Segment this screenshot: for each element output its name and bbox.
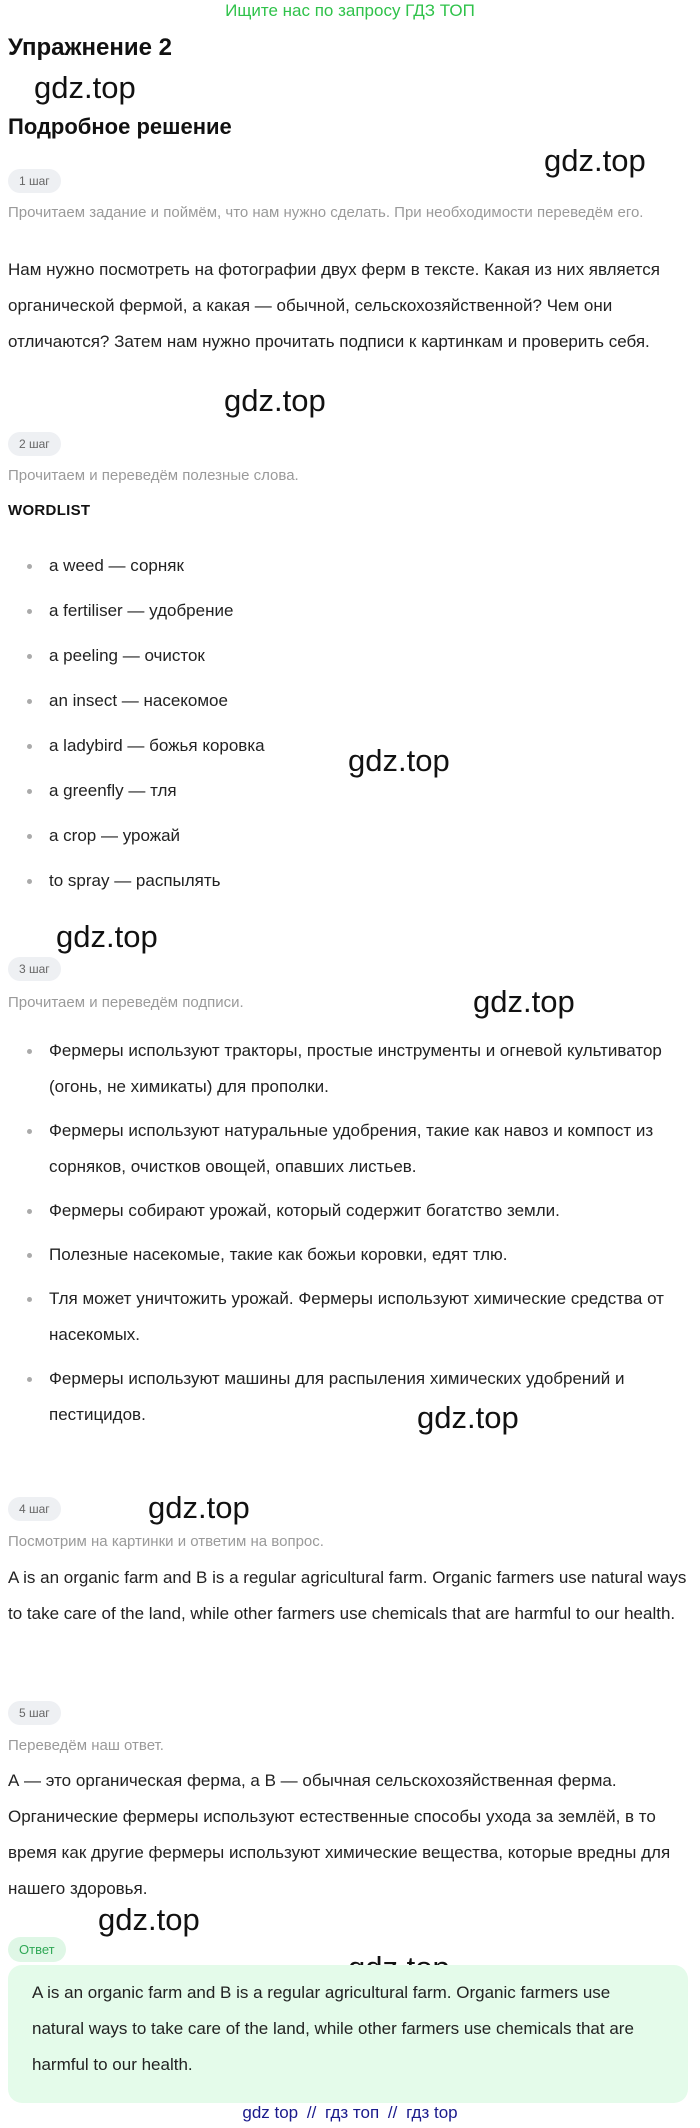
section-title: Подробное решение <box>8 114 232 139</box>
page-title: Упражнение 2 <box>8 34 172 61</box>
step-text: A is an organic farm and B is a regular agricultural farm. Organic farmers use natural ways to take care of the land, while other farmers use chemicals that are harmful to our health. <box>8 1568 687 1623</box>
list-item: a ladybird — божья коровка <box>8 735 688 780</box>
list-item: Тля может уничтожить урожай. Фермеры используют химические средства от насекомых. <box>8 1281 688 1353</box>
wordlist <box>8 555 688 915</box>
list-item: to spray — распылять <box>8 870 688 915</box>
step-text: Нам нужно посмотреть на фотографии двух ферм в тексте. Какая из них является органической фермой, а какая — обычной, сельскохозяйственной? Чем они отличаются? Затем нам нужно прочитать подписи к картинкам и проверить себя. <box>8 260 660 351</box>
footer-link-gdz-top[interactable]: gdz top <box>242 2103 299 2122</box>
step-hint: Прочитаем и переведём полезные слова. <box>8 467 299 484</box>
list-item: a weed — сорняк <box>8 555 688 600</box>
watermark: gdz.top <box>348 743 450 778</box>
step-hint: Переведём наш ответ. <box>8 1737 164 1754</box>
step-badge: 2 шаг <box>8 432 61 456</box>
watermark: gdz.top <box>544 143 646 178</box>
footer-link-gdz-top-ru[interactable]: гдз топ <box>325 2103 380 2122</box>
footer <box>0 2103 700 2123</box>
step-badge: 3 шаг <box>8 957 61 981</box>
step-hint: Прочитаем и переведём подписи. <box>8 994 244 1011</box>
watermark: gdz.top <box>56 919 158 954</box>
list-item: a greenfly — тля <box>8 780 688 825</box>
wordlist-title: WORDLIST <box>8 502 91 519</box>
list-item: Фермеры собирают урожай, который содержит богатство земли. <box>8 1193 688 1229</box>
watermark: gdz.top <box>224 383 326 418</box>
answer-badge: Ответ <box>8 1937 66 1962</box>
step-hint: Прочитаем задание и поймём, что нам нужно сделать. При необходимости переведём его. <box>8 204 644 221</box>
step-badge: 5 шаг <box>8 1701 61 1725</box>
watermark: gdz.top <box>98 1902 200 1937</box>
list-item: Фермеры используют тракторы, простые инструменты и огневой культиватор (огонь, не химикаты) для прополки. <box>8 1033 688 1105</box>
answer-box <box>8 1965 688 2103</box>
step-badge: 1 шаг <box>8 169 61 193</box>
footer-separator: // <box>387 2103 398 2122</box>
list-item: Фермеры используют натуральные удобрения, такие как навоз и компост из сорняков, очистков овощей, опавших листьев. <box>8 1113 688 1185</box>
step-badge: 4 шаг <box>8 1497 61 1521</box>
list-item: a peeling — очисток <box>8 645 688 690</box>
footer-link-gdz-top-mixed[interactable]: гдз top <box>406 2103 458 2122</box>
list-item: a fertiliser — удобрение <box>8 600 688 645</box>
top-banner[interactable]: Ищите нас по запросу ГДЗ ТОП <box>225 1 475 20</box>
answer-text: A is an organic farm and B is a regular agricultural farm. Organic farmers use natural ways to take care of the land, while other farmers use chemicals that are harmful to our health. <box>32 1983 634 2074</box>
list-item: Фермеры используют машины для распыления химических удобрений и пестицидов. <box>8 1361 688 1433</box>
list-item: Полезные насекомые, такие как божьи коровки, едят тлю. <box>8 1237 688 1273</box>
footer-separator: // <box>306 2103 317 2122</box>
captions-list <box>8 1033 688 1441</box>
watermark: gdz.top <box>473 984 575 1019</box>
step-text: А — это органическая ферма, а В — обычная сельскохозяйственная ферма. Органические фермеры используют естественные способы ухода за землёй, в то время как другие фермеры используют химические вещества, которые вредны для нашего здоровья. <box>8 1771 671 1898</box>
list-item: an insect — насекомое <box>8 690 688 735</box>
list-item: a crop — урожай <box>8 825 688 870</box>
watermark: gdz.top <box>34 70 136 105</box>
watermark: gdz.top <box>148 1490 250 1525</box>
step-hint: Посмотрим на картинки и ответим на вопрос. <box>8 1533 324 1550</box>
watermark: gdz.top <box>417 1400 519 1435</box>
